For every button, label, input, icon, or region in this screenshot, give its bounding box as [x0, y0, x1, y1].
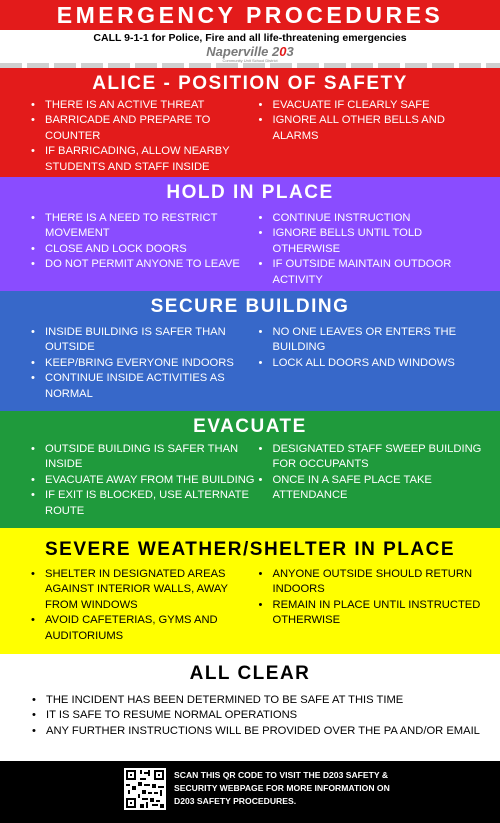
- weather-left-list: [31, 567, 259, 644]
- section-title-secure: SECURE BUILDING: [150, 296, 350, 317]
- hold-right-list: [259, 211, 487, 288]
- section-title-alice: ALICE - POSITION OF SAFETY: [92, 73, 408, 94]
- list-item: • ONCE IN A SAFE PLACE TAKE ATTENDANCE: [259, 473, 487, 504]
- list-item: • EVACUATE IF CLEARLY SAFE: [259, 98, 487, 113]
- section-alice: [0, 68, 500, 177]
- alice-left-list: [31, 98, 259, 175]
- list-item: • IGNORE ALL OTHER BELLS AND ALARMS: [259, 113, 487, 144]
- list-item: • DO NOT PERMIT ANYONE TO LEAVE: [31, 257, 259, 272]
- logo-text: Naperville 2: [206, 44, 280, 59]
- weather-right-list: [259, 567, 487, 644]
- list-item: • SHELTER IN DESIGNATED AREAS AGAINST INTERIOR WALLS, AWAY FROM WINDOWS: [31, 567, 259, 613]
- evacuate-right-list: [259, 442, 487, 519]
- section-all-clear: [0, 654, 500, 761]
- evacuate-left-list: [31, 442, 259, 519]
- page-title: EMERGENCY PROCEDURES: [0, 0, 500, 30]
- list-item: • IT IS SAFE TO RESUME NORMAL OPERATIONS: [32, 708, 486, 723]
- list-item: • AVOID CAFETERIAS, GYMS AND AUDITORIUMS: [31, 613, 259, 644]
- list-item: • DESIGNATED STAFF SWEEP BUILDING FOR OCCUPANTS: [259, 442, 487, 473]
- qr-instructions: SCAN THIS QR CODE TO VISIT THE D203 SAFETY & SECURITY WEBPAGE FOR MORE INFORMATION ON D203 SAFETY PROCEDURES.: [174, 770, 390, 806]
- logo-mark: 0: [279, 44, 287, 59]
- list-item: • THERE IS A NEED TO RESTRICT MOVEMENT: [31, 211, 259, 242]
- list-item: • LOCK ALL DOORS AND WINDOWS: [259, 356, 487, 371]
- section-title-hold: HOLD IN PLACE: [166, 182, 334, 203]
- list-item: • KEEP/BRING EVERYONE INDOORS: [31, 356, 259, 371]
- list-item: • THE INCIDENT HAS BEEN DETERMINED TO BE SAFE AT THIS TIME: [32, 693, 486, 708]
- list-item: • ANYONE OUTSIDE SHOULD RETURN INDOORS: [259, 567, 487, 598]
- section-title-evacuate: EVACUATE: [193, 416, 307, 437]
- secure-left-list: [31, 325, 259, 402]
- list-item: • BARRICADE AND PREPARE TO COUNTER: [31, 113, 259, 144]
- list-item: • CLOSE AND LOCK DOORS: [31, 242, 259, 257]
- all-clear-list: [32, 693, 486, 739]
- list-item: • NO ONE LEAVES OR ENTERS THE BUILDING: [259, 325, 487, 356]
- section-secure-building: [0, 291, 500, 411]
- secure-right-list: [259, 325, 487, 402]
- list-item: • REMAIN IN PLACE UNTIL INSTRUCTED OTHERWISE: [259, 598, 487, 629]
- list-item: • EVACUATE AWAY FROM THE BUILDING: [31, 473, 259, 488]
- section-hold-in-place: [0, 177, 500, 291]
- list-item: • INSIDE BUILDING IS SAFER THAN OUTSIDE: [31, 325, 259, 356]
- logo-tail: 3: [286, 44, 294, 59]
- hold-left-list: [31, 211, 259, 288]
- list-item: • CONTINUE INSTRUCTION: [259, 211, 487, 226]
- list-item: • THERE IS AN ACTIVE THREAT: [31, 98, 259, 113]
- footer: [0, 761, 500, 823]
- section-evacuate: [0, 411, 500, 528]
- list-item: • IF OUTSIDE MAINTAIN OUTDOOR ACTIVITY: [259, 257, 487, 288]
- list-item: • IF EXIT IS BLOCKED, USE ALTERNATE ROUTE: [31, 488, 259, 519]
- list-item: • OUTSIDE BUILDING IS SAFER THAN INSIDE: [31, 442, 259, 473]
- section-title-all-clear: ALL CLEAR: [189, 663, 311, 684]
- list-item: • CONTINUE INSIDE ACTIVITIES AS NORMAL: [31, 371, 259, 402]
- list-item: • IGNORE BELLS UNTIL TOLD OTHERWISE: [259, 226, 487, 257]
- alice-right-list: [259, 98, 487, 175]
- section-severe-weather: [0, 528, 500, 654]
- emergency-call-line: CALL 9-1-1 for Police, Fire and all life-threatening emergencies: [93, 32, 407, 44]
- list-item: • ANY FURTHER INSTRUCTIONS WILL BE PROVIDED OVER THE PA AND/OR EMAIL: [32, 724, 486, 739]
- list-item: • IF BARRICADING, ALLOW NEARBY STUDENTS AND STAFF INSIDE: [31, 144, 259, 175]
- section-title-weather: SEVERE WEATHER/SHELTER IN PLACE: [45, 539, 455, 560]
- logo-subtitle: Community Unit School District: [222, 58, 278, 63]
- qr-code-icon[interactable]: [124, 768, 166, 810]
